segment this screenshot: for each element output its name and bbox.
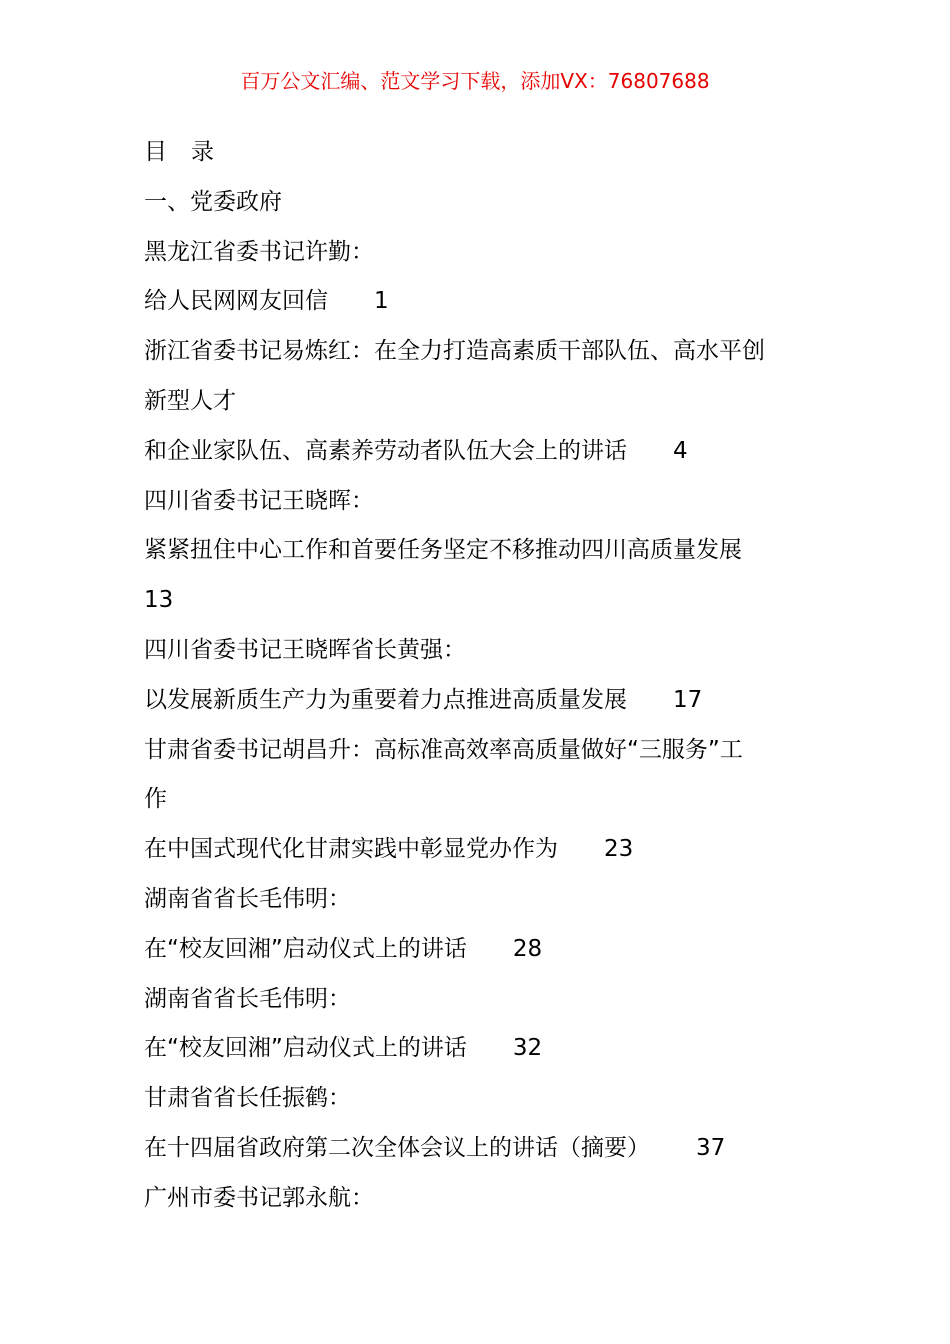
- toc-entry-text: 以发展新质生产力为重要着力点推进高质量发展: [144, 686, 627, 713]
- toc-entry: [144, 228, 814, 278]
- toc-entry-text: 给人民网网友回信: [144, 288, 328, 315]
- toc-entry: [144, 676, 814, 726]
- toc-entry-text: 紧紧扭住中心工作和首要任务坚定不移推动四川高质量发展: [144, 537, 742, 564]
- toc-entry-text: 在十四届省政府第二次全体会议上的讲话（摘要）: [144, 1134, 650, 1161]
- toc-entry-text: 浙江省委书记易炼红：在全力打造高素质干部队伍、高水平创: [144, 338, 765, 365]
- toc-entry: [144, 477, 814, 527]
- toc-entry-text: 在“校友回湘”启动仪式上的讲话: [144, 935, 467, 962]
- toc-entry-text: 湖南省省长毛伟明：: [144, 885, 351, 912]
- toc-entry-text: 湖南省省长毛伟明：: [144, 985, 351, 1012]
- toc-entry: [144, 825, 814, 875]
- toc-lines: [144, 178, 814, 1224]
- toc-entry: [144, 875, 814, 925]
- toc-entry-text: 广州市委书记郭永航：: [144, 1184, 374, 1211]
- toc-entry: [144, 427, 814, 477]
- toc-entry: [144, 775, 814, 825]
- toc-title-right: 录: [191, 139, 214, 165]
- toc-entry: [144, 626, 814, 676]
- toc-entry-page: 32: [512, 1035, 543, 1062]
- toc-entry: [144, 327, 814, 377]
- watermark-header: 百万公文汇编、范文学习下载，添加VX：76807688: [240, 69, 710, 93]
- toc-entry: [144, 1074, 814, 1124]
- toc-entry: [144, 277, 814, 327]
- toc-entry: [144, 576, 814, 626]
- toc-entry-page: 1: [374, 288, 389, 315]
- toc-entry: [144, 526, 814, 576]
- toc-entry: [144, 1124, 814, 1174]
- toc-title-left: 目: [144, 139, 167, 165]
- toc-entry-text: 在中国式现代化甘肃实践中彰显党办作为: [144, 836, 558, 863]
- toc-entry: [144, 975, 814, 1025]
- toc-entry: [144, 1174, 814, 1224]
- toc-entry-text: 一、党委政府: [144, 188, 282, 215]
- toc-entry-text: 13: [144, 587, 174, 614]
- toc-entry: [144, 178, 814, 228]
- toc-entry-page: 23: [604, 836, 634, 863]
- toc-entry-text: 新型人才: [144, 387, 236, 414]
- toc-entry: [144, 1024, 814, 1074]
- toc-entry-text: 在“校友回湘”启动仪式上的讲话: [144, 1035, 467, 1062]
- toc-entry-page: 28: [512, 935, 543, 962]
- toc-entry-text: 和企业家队伍、高素养劳动者队伍大会上的讲话: [144, 437, 627, 464]
- toc-entry-text: 四川省委书记王晓晖：: [144, 487, 374, 514]
- toc-entry-text: 甘肃省委书记胡昌升：高标准高效率高质量做好“三服务”工: [144, 736, 743, 763]
- toc-title: [144, 128, 814, 178]
- toc-entry-text: 作: [144, 786, 167, 813]
- toc-entry-page: 17: [673, 686, 703, 713]
- toc-entry-text: 黑龙江省委书记许勤：: [144, 238, 374, 265]
- toc-entry: [144, 377, 814, 427]
- table-of-contents: [144, 128, 814, 1224]
- toc-entry-text: 四川省委书记王晓晖省长黄强：: [144, 636, 466, 663]
- toc-entry: [144, 726, 814, 776]
- toc-entry-page: 4: [673, 437, 688, 464]
- toc-entry-page: 37: [696, 1134, 726, 1161]
- toc-entry-text: 甘肃省省长任振鹤：: [144, 1085, 351, 1112]
- toc-entry: [144, 925, 814, 975]
